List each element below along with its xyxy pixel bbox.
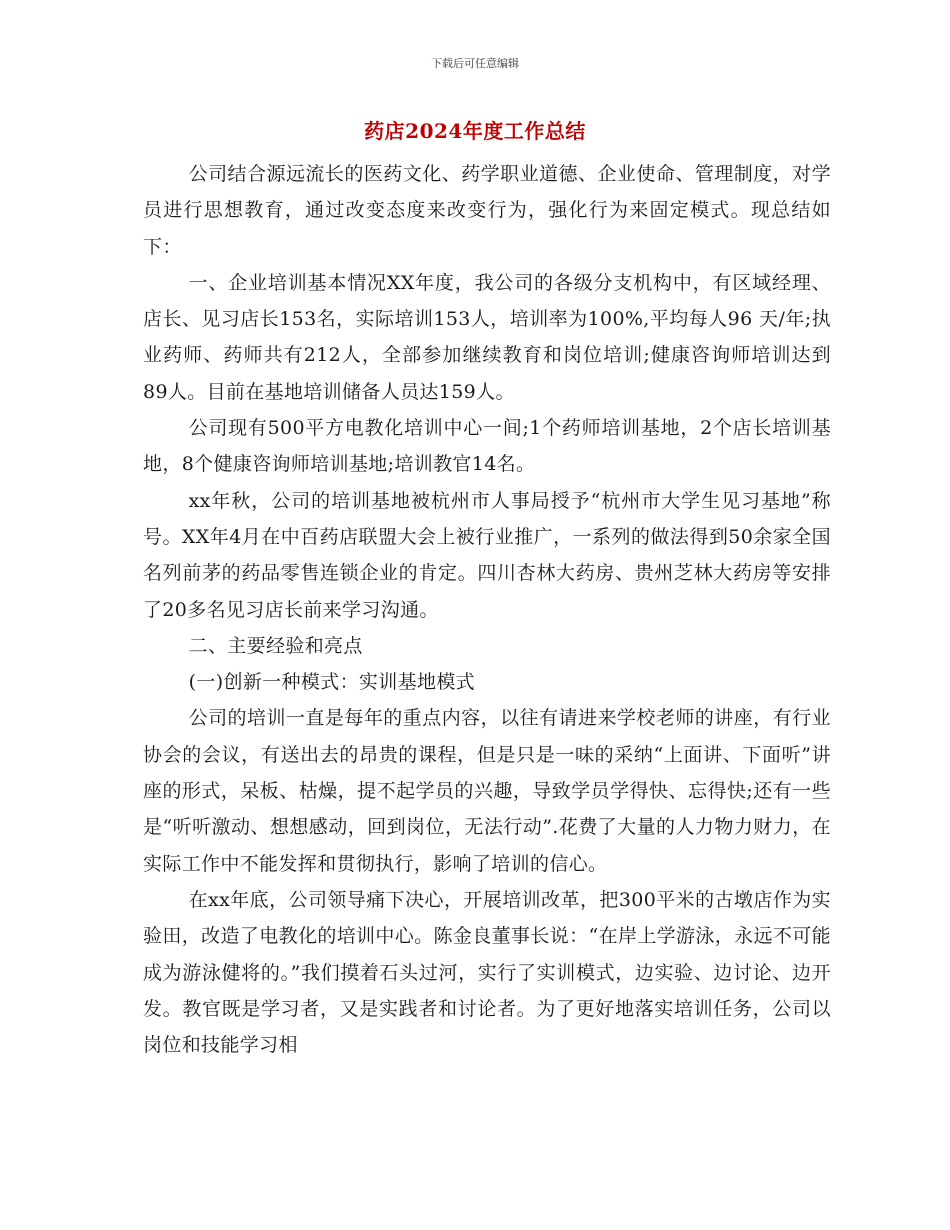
header-note: 下载后可任意编辑 — [431, 57, 519, 70]
subsection-heading-model: (一)创新一种模式：实训基地模式 — [188, 671, 476, 694]
paragraph-intro: 公司结合源远流长的医药文化、药学职业道德、企业使命、管理制度，对学员进行思想教育，通过改变态度来改变行为，强化行为来固定模式。现总结如下： — [143, 163, 831, 258]
section-heading-experience: 二、主要经验和亮点 — [188, 634, 363, 657]
document-body — [143, 156, 831, 1063]
paragraph-reform: 在xx年底，公司领导痛下决心，开展培训改革，把300平米的古墩店作为实验田，改造了电教化的培训中心。陈金良董事长说：“在岸上学游泳，永远不可能成为游泳健将的。”我们摸着石头过河，实行了实训模式，边实验、边讨论、边开发。教官既是学习者，又是实践者和讨论者。为了更好地落实培训任务，公司以岗位和技能学习相 — [143, 888, 831, 1057]
paragraph-training-overview: 一、企业培训基本情况XX年度，我公司的各级分支机构中，有区域经理、店长、见习店长153名，实际培训153人，培训率为100%,平均每人96 天/年;执业药师、药师共有212人，全部参加继续教育和岗位培训;健康咨询师培训达到89人。目前在基地培训储备人员达159人。 — [143, 271, 831, 403]
paragraph-past-training: 公司的培训一直是每年的重点内容，以往有请进来学校老师的讲座，有行业协会的会议，有送出去的昂贵的课程，但是只是一味的采纳“上面讲、下面听”讲座的形式，呆板、枯燥，提不起学员的兴趣，导致学员学得快、忘得快;还有一些是“听听激动、想想感动，回到岗位，无法行动”.花费了大量的人力物力财力，在实际工作中不能发挥和贯彻执行，影响了培训的信心。 — [143, 707, 831, 875]
paragraph-facilities: 公司现有500平方电教化培训中心一间;1个药师培训基地，2个店长培训基地，8个健康咨询师培训基地;培训教官14名。 — [143, 417, 831, 476]
paragraph-recognition: xx年秋，公司的培训基地被杭州市人事局授予“杭州市大学生见习基地”称号。XX年4月在中百药店联盟大会上被行业推广，一系列的做法得到50余家全国名列前茅的药品零售连锁企业的肯定。四川杏林大药房、贵州芝林大药房等安排了20多名见习店长前来学习沟通。 — [143, 489, 831, 621]
document-title: 药店2024年度工作总结 — [364, 119, 586, 143]
